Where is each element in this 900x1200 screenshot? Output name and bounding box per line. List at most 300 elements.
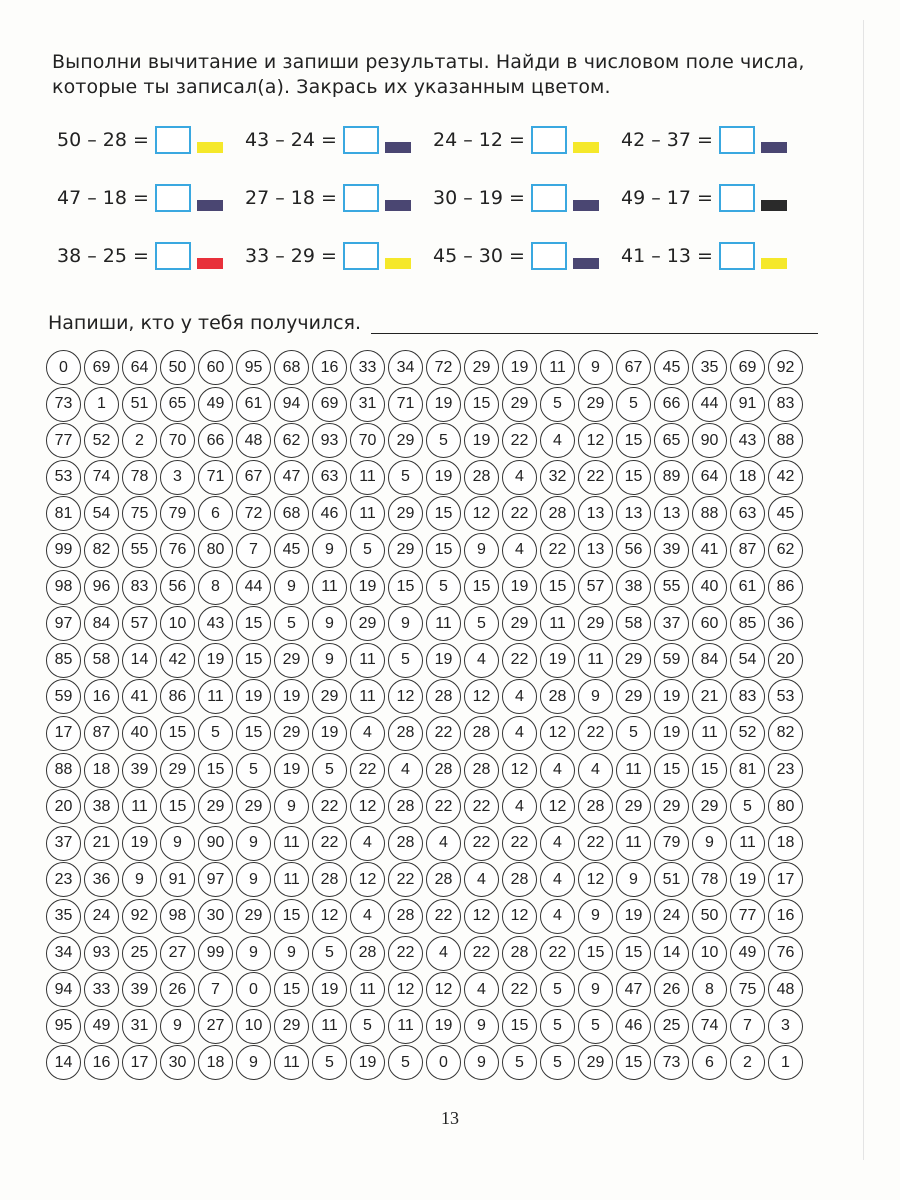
number-circle[interactable]: 91	[730, 387, 765, 422]
number-circle[interactable]: 89	[654, 460, 689, 495]
answer-box[interactable]	[155, 126, 191, 154]
number-circle[interactable]: 54	[730, 643, 765, 678]
number-circle[interactable]: 1	[84, 387, 119, 422]
number-circle[interactable]: 4	[502, 679, 537, 714]
number-circle[interactable]: 19	[312, 716, 347, 751]
number-circle[interactable]: 28	[350, 936, 385, 971]
number-circle[interactable]: 14	[122, 643, 157, 678]
number-circle[interactable]: 15	[426, 496, 461, 531]
number-circle[interactable]: 50	[160, 350, 195, 385]
number-circle[interactable]: 11	[350, 972, 385, 1007]
number-circle[interactable]: 11	[616, 826, 651, 861]
number-circle[interactable]: 31	[350, 387, 385, 422]
number-circle[interactable]: 0	[236, 972, 271, 1007]
number-circle[interactable]: 51	[654, 862, 689, 897]
number-circle[interactable]: 22	[578, 826, 613, 861]
number-circle[interactable]: 22	[464, 936, 499, 971]
number-circle[interactable]: 5	[540, 972, 575, 1007]
number-circle[interactable]: 67	[236, 460, 271, 495]
number-circle[interactable]: 81	[730, 753, 765, 788]
number-circle[interactable]: 77	[730, 899, 765, 934]
number-circle[interactable]: 11	[274, 1045, 309, 1080]
number-circle[interactable]: 92	[122, 899, 157, 934]
number-circle[interactable]: 5	[198, 716, 233, 751]
number-circle[interactable]: 29	[198, 789, 233, 824]
number-circle[interactable]: 11	[730, 826, 765, 861]
number-circle[interactable]: 0	[46, 350, 81, 385]
number-circle[interactable]: 15	[654, 753, 689, 788]
number-circle[interactable]: 59	[654, 643, 689, 678]
number-circle[interactable]: 29	[616, 643, 651, 678]
number-circle[interactable]: 19	[274, 679, 309, 714]
answer-box[interactable]	[343, 184, 379, 212]
number-circle[interactable]: 39	[122, 972, 157, 1007]
number-circle[interactable]: 98	[46, 570, 81, 605]
number-circle[interactable]: 4	[578, 753, 613, 788]
number-circle[interactable]: 9	[464, 1045, 499, 1080]
number-circle[interactable]: 55	[122, 533, 157, 568]
number-circle[interactable]: 29	[274, 1009, 309, 1044]
number-circle[interactable]: 5	[426, 570, 461, 605]
number-circle[interactable]: 4	[540, 899, 575, 934]
number-circle[interactable]: 34	[46, 936, 81, 971]
number-circle[interactable]: 12	[464, 899, 499, 934]
number-circle[interactable]: 9	[578, 350, 613, 385]
number-circle[interactable]: 76	[768, 936, 803, 971]
number-circle[interactable]: 12	[426, 972, 461, 1007]
number-circle[interactable]: 85	[46, 643, 81, 678]
number-circle[interactable]: 9	[236, 1045, 271, 1080]
number-circle[interactable]: 22	[502, 826, 537, 861]
number-circle[interactable]: 53	[768, 679, 803, 714]
number-circle[interactable]: 72	[236, 496, 271, 531]
number-circle[interactable]: 97	[46, 606, 81, 641]
number-circle[interactable]: 74	[692, 1009, 727, 1044]
number-circle[interactable]: 8	[692, 972, 727, 1007]
number-circle[interactable]: 83	[730, 679, 765, 714]
number-circle[interactable]: 61	[730, 570, 765, 605]
number-circle[interactable]: 11	[388, 1009, 423, 1044]
number-circle[interactable]: 84	[84, 606, 119, 641]
number-circle[interactable]: 11	[122, 789, 157, 824]
number-circle[interactable]: 83	[768, 387, 803, 422]
number-circle[interactable]: 43	[198, 606, 233, 641]
number-circle[interactable]: 15	[236, 643, 271, 678]
number-circle[interactable]: 94	[274, 387, 309, 422]
number-circle[interactable]: 91	[160, 862, 195, 897]
number-circle[interactable]: 50	[692, 899, 727, 934]
number-circle[interactable]: 4	[502, 460, 537, 495]
number-circle[interactable]: 14	[654, 936, 689, 971]
number-circle[interactable]: 37	[654, 606, 689, 641]
number-circle[interactable]: 15	[464, 570, 499, 605]
number-circle[interactable]: 28	[464, 460, 499, 495]
number-circle[interactable]: 11	[312, 1009, 347, 1044]
number-circle[interactable]: 26	[654, 972, 689, 1007]
number-circle[interactable]: 66	[654, 387, 689, 422]
number-circle[interactable]: 22	[312, 789, 347, 824]
number-circle[interactable]: 80	[768, 789, 803, 824]
number-circle[interactable]: 79	[654, 826, 689, 861]
number-circle[interactable]: 28	[502, 862, 537, 897]
number-circle[interactable]: 56	[616, 533, 651, 568]
number-circle[interactable]: 31	[122, 1009, 157, 1044]
number-circle[interactable]: 12	[540, 789, 575, 824]
number-circle[interactable]: 27	[160, 936, 195, 971]
number-circle[interactable]: 88	[692, 496, 727, 531]
number-circle[interactable]: 15	[540, 570, 575, 605]
number-circle[interactable]: 71	[198, 460, 233, 495]
number-circle[interactable]: 22	[540, 533, 575, 568]
number-circle[interactable]: 5	[540, 1045, 575, 1080]
answer-box[interactable]	[155, 242, 191, 270]
number-circle[interactable]: 4	[540, 862, 575, 897]
number-circle[interactable]: 5	[388, 643, 423, 678]
number-circle[interactable]: 29	[578, 387, 613, 422]
number-circle[interactable]: 99	[46, 533, 81, 568]
number-circle[interactable]: 99	[198, 936, 233, 971]
number-circle[interactable]: 7	[236, 533, 271, 568]
number-circle[interactable]: 22	[578, 716, 613, 751]
number-circle[interactable]: 9	[160, 1009, 195, 1044]
number-circle[interactable]: 35	[692, 350, 727, 385]
number-circle[interactable]: 5	[578, 1009, 613, 1044]
number-circle[interactable]: 11	[692, 716, 727, 751]
number-circle[interactable]: 12	[540, 716, 575, 751]
number-circle[interactable]: 19	[274, 753, 309, 788]
number-circle[interactable]: 9	[578, 679, 613, 714]
number-circle[interactable]: 11	[274, 826, 309, 861]
number-circle[interactable]: 55	[654, 570, 689, 605]
number-circle[interactable]: 9	[464, 533, 499, 568]
number-circle[interactable]: 56	[160, 570, 195, 605]
number-circle[interactable]: 28	[426, 679, 461, 714]
number-circle[interactable]: 20	[46, 789, 81, 824]
number-circle[interactable]: 15	[160, 789, 195, 824]
number-circle[interactable]: 5	[312, 936, 347, 971]
number-circle[interactable]: 10	[236, 1009, 271, 1044]
number-circle[interactable]: 67	[616, 350, 651, 385]
number-circle[interactable]: 68	[274, 496, 309, 531]
number-circle[interactable]: 9	[274, 789, 309, 824]
number-circle[interactable]: 94	[46, 972, 81, 1007]
number-circle[interactable]: 12	[388, 972, 423, 1007]
number-circle[interactable]: 28	[540, 679, 575, 714]
number-circle[interactable]: 11	[540, 606, 575, 641]
number-circle[interactable]: 15	[502, 1009, 537, 1044]
number-circle[interactable]: 49	[730, 936, 765, 971]
number-circle[interactable]: 63	[312, 460, 347, 495]
number-circle[interactable]: 21	[84, 826, 119, 861]
number-circle[interactable]: 24	[654, 899, 689, 934]
number-circle[interactable]: 25	[122, 936, 157, 971]
number-circle[interactable]: 70	[160, 423, 195, 458]
number-circle[interactable]: 98	[160, 899, 195, 934]
number-circle[interactable]: 15	[388, 570, 423, 605]
number-circle[interactable]: 29	[312, 679, 347, 714]
number-circle[interactable]: 28	[578, 789, 613, 824]
number-circle[interactable]: 58	[84, 643, 119, 678]
number-circle[interactable]: 11	[426, 606, 461, 641]
number-circle[interactable]: 3	[768, 1009, 803, 1044]
number-circle[interactable]: 7	[198, 972, 233, 1007]
number-circle[interactable]: 9	[160, 826, 195, 861]
number-circle[interactable]: 16	[84, 679, 119, 714]
number-circle[interactable]: 4	[502, 789, 537, 824]
number-circle[interactable]: 64	[122, 350, 157, 385]
number-circle[interactable]: 51	[122, 387, 157, 422]
number-circle[interactable]: 22	[312, 826, 347, 861]
number-circle[interactable]: 42	[768, 460, 803, 495]
number-circle[interactable]: 3	[160, 460, 195, 495]
number-circle[interactable]: 15	[616, 423, 651, 458]
number-circle[interactable]: 65	[654, 423, 689, 458]
number-circle[interactable]: 19	[426, 643, 461, 678]
number-circle[interactable]: 4	[502, 533, 537, 568]
number-circle[interactable]: 84	[692, 643, 727, 678]
number-circle[interactable]: 19	[730, 862, 765, 897]
number-circle[interactable]: 19	[502, 570, 537, 605]
number-circle[interactable]: 5	[350, 1009, 385, 1044]
number-circle[interactable]: 62	[274, 423, 309, 458]
number-circle[interactable]: 46	[312, 496, 347, 531]
answer-box[interactable]	[155, 184, 191, 212]
number-circle[interactable]: 39	[654, 533, 689, 568]
answer-box[interactable]	[343, 126, 379, 154]
number-circle[interactable]: 49	[198, 387, 233, 422]
number-circle[interactable]: 5	[426, 423, 461, 458]
number-circle[interactable]: 9	[692, 826, 727, 861]
number-circle[interactable]: 41	[122, 679, 157, 714]
number-circle[interactable]: 12	[350, 789, 385, 824]
number-circle[interactable]: 29	[502, 387, 537, 422]
number-circle[interactable]: 7	[730, 1009, 765, 1044]
answer-box[interactable]	[531, 184, 567, 212]
number-circle[interactable]: 93	[312, 423, 347, 458]
number-circle[interactable]: 4	[540, 826, 575, 861]
number-circle[interactable]: 18	[768, 826, 803, 861]
number-circle[interactable]: 5	[464, 606, 499, 641]
number-circle[interactable]: 5	[616, 387, 651, 422]
number-circle[interactable]: 19	[198, 643, 233, 678]
number-circle[interactable]: 15	[578, 936, 613, 971]
number-circle[interactable]: 45	[274, 533, 309, 568]
number-circle[interactable]: 4	[426, 826, 461, 861]
number-circle[interactable]: 13	[616, 496, 651, 531]
number-circle[interactable]: 4	[464, 862, 499, 897]
number-circle[interactable]: 15	[274, 899, 309, 934]
number-circle[interactable]: 19	[616, 899, 651, 934]
number-circle[interactable]: 19	[350, 570, 385, 605]
number-circle[interactable]: 19	[350, 1045, 385, 1080]
number-circle[interactable]: 80	[198, 533, 233, 568]
number-circle[interactable]: 30	[160, 1045, 195, 1080]
number-circle[interactable]: 36	[768, 606, 803, 641]
number-circle[interactable]: 19	[236, 679, 271, 714]
number-circle[interactable]: 11	[540, 350, 575, 385]
number-circle[interactable]: 5	[540, 1009, 575, 1044]
number-circle[interactable]: 33	[84, 972, 119, 1007]
number-circle[interactable]: 4	[464, 643, 499, 678]
number-circle[interactable]: 28	[388, 899, 423, 934]
number-circle[interactable]: 88	[46, 753, 81, 788]
number-circle[interactable]: 5	[350, 533, 385, 568]
number-circle[interactable]: 19	[312, 972, 347, 1007]
number-circle[interactable]: 40	[122, 716, 157, 751]
number-circle[interactable]: 82	[84, 533, 119, 568]
number-circle[interactable]: 28	[464, 716, 499, 751]
number-circle[interactable]: 35	[46, 899, 81, 934]
number-circle[interactable]: 93	[84, 936, 119, 971]
number-circle[interactable]: 4	[426, 936, 461, 971]
number-circle[interactable]: 13	[578, 496, 613, 531]
number-circle[interactable]: 11	[578, 643, 613, 678]
number-circle[interactable]: 74	[84, 460, 119, 495]
number-circle[interactable]: 92	[768, 350, 803, 385]
number-circle[interactable]: 52	[84, 423, 119, 458]
number-circle[interactable]: 11	[350, 496, 385, 531]
answer-box[interactable]	[719, 242, 755, 270]
number-circle[interactable]: 5	[540, 387, 575, 422]
number-circle[interactable]: 22	[426, 899, 461, 934]
number-circle[interactable]: 59	[46, 679, 81, 714]
number-circle[interactable]: 11	[198, 679, 233, 714]
number-circle[interactable]: 76	[160, 533, 195, 568]
answer-line[interactable]	[371, 313, 818, 334]
number-circle[interactable]: 11	[350, 643, 385, 678]
number-circle[interactable]: 15	[426, 533, 461, 568]
number-circle[interactable]: 75	[730, 972, 765, 1007]
number-circle[interactable]: 78	[122, 460, 157, 495]
number-circle[interactable]: 19	[464, 423, 499, 458]
number-circle[interactable]: 21	[692, 679, 727, 714]
number-circle[interactable]: 28	[540, 496, 575, 531]
number-circle[interactable]: 70	[350, 423, 385, 458]
number-circle[interactable]: 12	[464, 679, 499, 714]
number-circle[interactable]: 4	[540, 753, 575, 788]
number-circle[interactable]: 29	[388, 533, 423, 568]
number-circle[interactable]: 9	[236, 826, 271, 861]
number-circle[interactable]: 82	[768, 716, 803, 751]
number-circle[interactable]: 0	[426, 1045, 461, 1080]
answer-box[interactable]	[531, 126, 567, 154]
number-circle[interactable]: 15	[236, 716, 271, 751]
number-circle[interactable]: 83	[122, 570, 157, 605]
number-circle[interactable]: 9	[578, 972, 613, 1007]
number-circle[interactable]: 44	[692, 387, 727, 422]
number-circle[interactable]: 29	[274, 716, 309, 751]
number-circle[interactable]: 12	[578, 862, 613, 897]
number-circle[interactable]: 42	[160, 643, 195, 678]
number-circle[interactable]: 61	[236, 387, 271, 422]
number-circle[interactable]: 29	[692, 789, 727, 824]
number-circle[interactable]: 12	[502, 899, 537, 934]
number-circle[interactable]: 63	[730, 496, 765, 531]
number-circle[interactable]: 22	[578, 460, 613, 495]
number-circle[interactable]: 29	[616, 789, 651, 824]
number-circle[interactable]: 68	[274, 350, 309, 385]
number-circle[interactable]: 44	[236, 570, 271, 605]
number-circle[interactable]: 11	[616, 753, 651, 788]
number-circle[interactable]: 4	[540, 423, 575, 458]
number-circle[interactable]: 22	[502, 972, 537, 1007]
number-circle[interactable]: 38	[84, 789, 119, 824]
number-circle[interactable]: 46	[616, 1009, 651, 1044]
number-circle[interactable]: 12	[388, 679, 423, 714]
number-circle[interactable]: 10	[692, 936, 727, 971]
number-circle[interactable]: 9	[578, 899, 613, 934]
answer-box[interactable]	[719, 184, 755, 212]
number-circle[interactable]: 29	[236, 899, 271, 934]
number-circle[interactable]: 12	[502, 753, 537, 788]
number-circle[interactable]: 87	[84, 716, 119, 751]
number-circle[interactable]: 5	[312, 753, 347, 788]
number-circle[interactable]: 9	[312, 533, 347, 568]
number-circle[interactable]: 9	[274, 570, 309, 605]
number-circle[interactable]: 60	[692, 606, 727, 641]
number-circle[interactable]: 32	[540, 460, 575, 495]
number-circle[interactable]: 5	[502, 1045, 537, 1080]
number-circle[interactable]: 29	[616, 679, 651, 714]
number-circle[interactable]: 12	[464, 496, 499, 531]
number-circle[interactable]: 9	[616, 862, 651, 897]
number-circle[interactable]: 45	[654, 350, 689, 385]
number-circle[interactable]: 29	[350, 606, 385, 641]
number-circle[interactable]: 4	[464, 972, 499, 1007]
number-circle[interactable]: 57	[122, 606, 157, 641]
number-circle[interactable]: 47	[274, 460, 309, 495]
number-circle[interactable]: 86	[160, 679, 195, 714]
number-circle[interactable]: 40	[692, 570, 727, 605]
number-circle[interactable]: 20	[768, 643, 803, 678]
number-circle[interactable]: 95	[236, 350, 271, 385]
number-circle[interactable]: 1	[768, 1045, 803, 1080]
number-circle[interactable]: 28	[464, 753, 499, 788]
number-circle[interactable]: 85	[730, 606, 765, 641]
answer-box[interactable]	[719, 126, 755, 154]
number-circle[interactable]: 37	[46, 826, 81, 861]
number-circle[interactable]: 15	[616, 460, 651, 495]
number-circle[interactable]: 4	[388, 753, 423, 788]
number-circle[interactable]: 15	[160, 716, 195, 751]
number-circle[interactable]: 47	[616, 972, 651, 1007]
number-circle[interactable]: 64	[692, 460, 727, 495]
number-circle[interactable]: 14	[46, 1045, 81, 1080]
number-circle[interactable]: 5	[388, 460, 423, 495]
number-circle[interactable]: 25	[654, 1009, 689, 1044]
number-circle[interactable]: 9	[312, 643, 347, 678]
number-circle[interactable]: 29	[464, 350, 499, 385]
number-circle[interactable]: 22	[388, 862, 423, 897]
number-circle[interactable]: 8	[198, 570, 233, 605]
number-circle[interactable]: 22	[388, 936, 423, 971]
number-circle[interactable]: 5	[730, 789, 765, 824]
number-circle[interactable]: 9	[236, 936, 271, 971]
number-circle[interactable]: 69	[84, 350, 119, 385]
number-circle[interactable]: 19	[426, 1009, 461, 1044]
number-circle[interactable]: 60	[198, 350, 233, 385]
number-circle[interactable]: 58	[616, 606, 651, 641]
number-circle[interactable]: 81	[46, 496, 81, 531]
number-circle[interactable]: 72	[426, 350, 461, 385]
number-circle[interactable]: 78	[692, 862, 727, 897]
number-circle[interactable]: 73	[46, 387, 81, 422]
number-circle[interactable]: 18	[198, 1045, 233, 1080]
number-circle[interactable]: 69	[730, 350, 765, 385]
number-circle[interactable]: 15	[616, 936, 651, 971]
number-circle[interactable]: 77	[46, 423, 81, 458]
number-circle[interactable]: 22	[502, 643, 537, 678]
